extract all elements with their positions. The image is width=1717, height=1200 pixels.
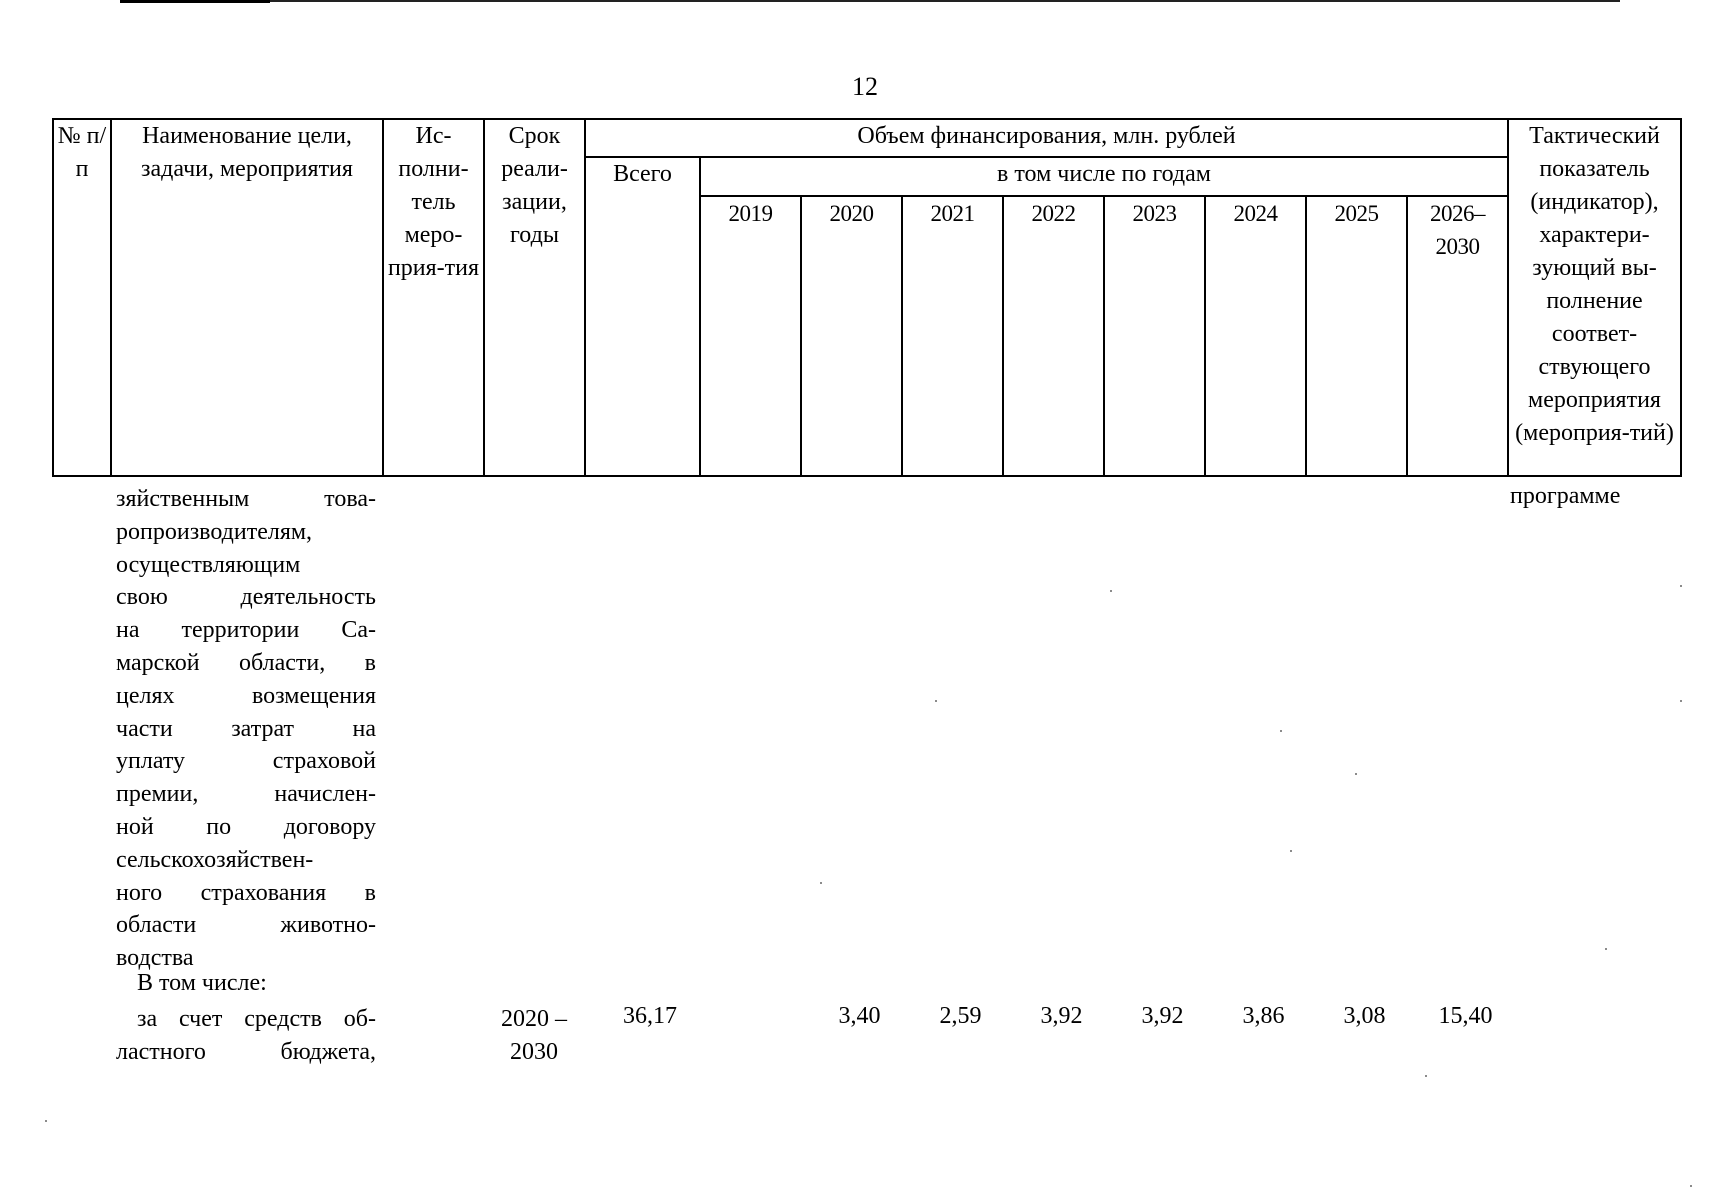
including-label: В том числе: — [137, 970, 267, 996]
year-value: 3,86 — [1242, 1003, 1285, 1029]
total-value: 36,17 — [623, 1003, 677, 1029]
header-year: 2022 — [1003, 196, 1104, 476]
scan-speck — [1690, 1185, 1692, 1187]
year-value: 3,92 — [1141, 1003, 1184, 1029]
scan-speck — [1680, 700, 1682, 702]
top-rule-thick — [120, 0, 270, 3]
scan-speck — [1355, 773, 1357, 775]
row-name-line: уплату страховой — [116, 748, 376, 775]
row-name-line: свою деятельность — [116, 584, 376, 611]
header-year: 2026–2030 — [1407, 196, 1508, 476]
fund-source-line: ластного бюджета, — [116, 1039, 376, 1065]
row-name-line: водства — [116, 945, 194, 972]
scan-speck — [1605, 948, 1607, 950]
header-by-years: в том числе по годам — [700, 157, 1508, 196]
row-name-line: части затрат на — [116, 715, 376, 742]
row-name-line: сельскохозяйствен- — [116, 846, 314, 873]
header-year: 2023 — [1104, 196, 1205, 476]
header-name: Наименование цели, задачи, мероприятия — [111, 119, 383, 476]
header-year: 2024 — [1205, 196, 1306, 476]
year-value: 15,40 — [1438, 1003, 1493, 1029]
header-indicator: Тактический показатель (индикатор), характери-зующий вы-полнение соответ-ствующего мероприятия (мероприя-тий) — [1508, 119, 1681, 476]
page-number: 12 — [852, 72, 878, 101]
scan-speck — [1680, 585, 1682, 587]
year-value: 3,40 — [838, 1003, 881, 1029]
header-executor: Ис-полни-тель меро-прия-тия — [383, 119, 484, 476]
header-year: 2025 — [1306, 196, 1407, 476]
row-name-line: целях возмещения — [116, 682, 376, 709]
row-name-line: премии, начислен- — [116, 781, 376, 808]
row-name-line: области животно- — [116, 912, 376, 939]
header-year: 2019 — [700, 196, 801, 476]
fund-source — [116, 1003, 376, 1069]
scan-speck — [935, 700, 937, 702]
row-name-line: ной по договору — [116, 813, 376, 840]
top-rule — [120, 0, 1620, 2]
header-funding: Объем финансирования, млн. рублей — [585, 119, 1508, 157]
year-value: 3,08 — [1343, 1003, 1386, 1029]
header-period: Срок реали-зации, годы — [484, 119, 585, 476]
row-name-line: ропроизводителям, — [116, 518, 313, 545]
year-value: 2,59 — [939, 1003, 982, 1029]
fund-source-line: за счет средств об- — [137, 1006, 376, 1032]
period-value: 2020 – 2030 — [501, 1006, 567, 1065]
scan-speck — [820, 882, 822, 884]
row-name-text — [116, 483, 376, 975]
header-year: 2021 — [902, 196, 1003, 476]
scan-speck — [1280, 730, 1282, 732]
row-name-line: зяйственным това- — [116, 486, 376, 512]
header-total: Всего — [585, 157, 700, 476]
table-header — [52, 118, 1682, 477]
header-num: № п/п — [53, 119, 111, 476]
row-name-line: ного страхования в — [116, 879, 376, 906]
row-name-line: осуществляющим — [116, 551, 301, 578]
scan-speck — [45, 1120, 47, 1122]
scan-speck — [1110, 590, 1112, 592]
scan-speck — [1290, 850, 1292, 852]
scan-speck — [1425, 1075, 1427, 1077]
header-year: 2020 — [801, 196, 902, 476]
row-name-line: на территории Са- — [116, 617, 376, 644]
row-name-line: марской области, в — [116, 649, 376, 676]
indicator-continuation: программе — [1510, 483, 1621, 509]
year-value: 3,92 — [1040, 1003, 1083, 1029]
